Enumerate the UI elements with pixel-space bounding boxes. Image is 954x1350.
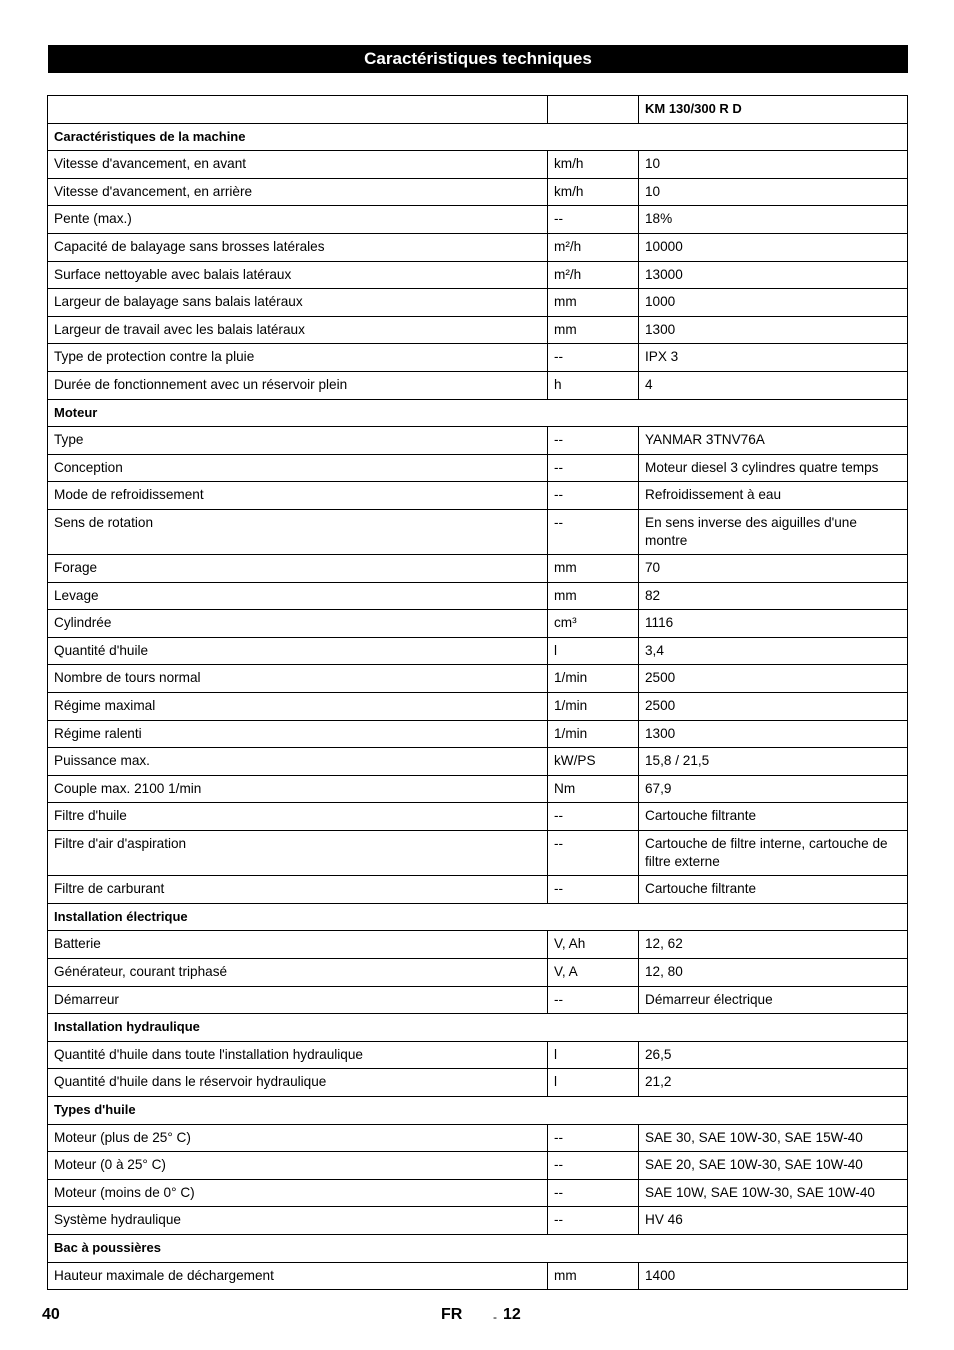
cell-unit: V, A xyxy=(548,959,639,987)
cell-unit: -- xyxy=(548,803,639,831)
section-header-row xyxy=(48,1234,908,1262)
table-row xyxy=(48,1179,908,1207)
cell-value: 1300 xyxy=(639,720,908,748)
cell-label: Quantité d'huile dans toute l'installation hydraulique xyxy=(48,1041,548,1069)
cell-label: Type xyxy=(48,427,548,455)
cell-value: 13000 xyxy=(639,261,908,289)
cell-label: Quantité d'huile dans le réservoir hydraulique xyxy=(48,1069,548,1097)
table-row xyxy=(48,1069,908,1097)
cell-label: Régime ralenti xyxy=(48,720,548,748)
cell-unit: V, Ah xyxy=(548,931,639,959)
table-row xyxy=(48,454,908,482)
cell-value: 10000 xyxy=(639,233,908,261)
cell-unit: m²/h xyxy=(548,261,639,289)
cell-unit: mm xyxy=(548,555,639,583)
section-header-row xyxy=(48,1096,908,1124)
table-row xyxy=(48,986,908,1014)
cell-value: SAE 30, SAE 10W-30, SAE 15W-40 xyxy=(639,1124,908,1152)
cell-label: Hauteur maximale de déchargement xyxy=(48,1262,548,1290)
cell-unit: 1/min xyxy=(548,665,639,693)
section-header-row xyxy=(48,1014,908,1042)
cell-value: 67,9 xyxy=(639,775,908,803)
table-row xyxy=(48,876,908,904)
cell-unit: l xyxy=(548,1069,639,1097)
cell-value: HV 46 xyxy=(639,1207,908,1235)
table-row xyxy=(48,637,908,665)
cell-unit: mm xyxy=(548,582,639,610)
cell-label: Moteur (0 à 25° C) xyxy=(48,1152,548,1180)
cell-label: Vitesse d'avancement, en avant xyxy=(48,151,548,179)
table-row xyxy=(48,555,908,583)
cell-unit: -- xyxy=(548,986,639,1014)
cell-value: 1400 xyxy=(639,1262,908,1290)
table-row xyxy=(48,1207,908,1235)
cell-value: 2500 xyxy=(639,665,908,693)
cell-value: 18% xyxy=(639,206,908,234)
cell-label: Puissance max. xyxy=(48,748,548,776)
cell-value: 1300 xyxy=(639,316,908,344)
cell-label: Conception xyxy=(48,454,548,482)
cell-unit: -- xyxy=(548,427,639,455)
cell-label: Régime maximal xyxy=(48,693,548,721)
section-title: Types d'huile xyxy=(48,1096,908,1124)
cell-unit: -- xyxy=(548,1207,639,1235)
cell-value: En sens inverse des aiguilles d'une montre xyxy=(639,509,908,554)
cell-unit: m²/h xyxy=(548,233,639,261)
cell-label: Largeur de balayage sans balais latéraux xyxy=(48,289,548,317)
cell-unit: cm³ xyxy=(548,610,639,638)
section-title: Moteur xyxy=(48,399,908,427)
table-row xyxy=(48,482,908,510)
table-row xyxy=(48,1262,908,1290)
cell-label: Largeur de travail avec les balais latéraux xyxy=(48,316,548,344)
cell-label: Pente (max.) xyxy=(48,206,548,234)
cell-value: Cartouche filtrante xyxy=(639,803,908,831)
section-header-row xyxy=(48,399,908,427)
cell-unit: -- xyxy=(548,482,639,510)
cell-unit: -- xyxy=(548,876,639,904)
cell-label: Sens de rotation xyxy=(48,509,548,554)
table-row xyxy=(48,509,908,554)
cell-value: 70 xyxy=(639,555,908,583)
cell-label: Filtre de carburant xyxy=(48,876,548,904)
cell-unit: -- xyxy=(548,454,639,482)
cell-label: Levage xyxy=(48,582,548,610)
cell-label: Durée de fonctionnement avec un réservoir plein xyxy=(48,371,548,399)
table-row xyxy=(48,693,908,721)
cell-label: Capacité de balayage sans brosses latérales xyxy=(48,233,548,261)
cell-unit: -- xyxy=(548,1179,639,1207)
cell-label: Batterie xyxy=(48,931,548,959)
cell-unit: -- xyxy=(548,831,639,876)
cell-label: Vitesse d'avancement, en arrière xyxy=(48,178,548,206)
cell-unit: kW/PS xyxy=(548,748,639,776)
cell-value: 15,8 / 21,5 xyxy=(639,748,908,776)
table-row xyxy=(48,316,908,344)
cell-label: Moteur (plus de 25° C) xyxy=(48,1124,548,1152)
cell-value: 12, 80 xyxy=(639,959,908,987)
cell-label: Filtre d'air d'aspiration xyxy=(48,831,548,876)
table-row xyxy=(48,427,908,455)
cell-unit: km/h xyxy=(548,178,639,206)
cell-value: Refroidissement à eau xyxy=(639,482,908,510)
cell-unit: mm xyxy=(548,1262,639,1290)
table-row xyxy=(48,931,908,959)
table-row xyxy=(48,582,908,610)
footer-dash: - xyxy=(493,1310,497,1324)
table-row xyxy=(48,233,908,261)
cell-label: Forage xyxy=(48,555,548,583)
cell-value: YANMAR 3TNV76A xyxy=(639,427,908,455)
table-row xyxy=(48,610,908,638)
table-row xyxy=(48,665,908,693)
page-title: Caractéristiques techniques xyxy=(48,45,908,73)
cell-unit: h xyxy=(548,371,639,399)
cell-value: Cartouche de filtre interne, cartouche de filtre externe xyxy=(639,831,908,876)
table-row xyxy=(48,831,908,876)
cell-value: Démarreur électrique xyxy=(639,986,908,1014)
section-title: Installation hydraulique xyxy=(48,1014,908,1042)
cell-label: Couple max. 2100 1/min xyxy=(48,775,548,803)
table-row xyxy=(48,1124,908,1152)
section-header-row xyxy=(48,903,908,931)
cell-value: Moteur diesel 3 cylindres quatre temps xyxy=(639,454,908,482)
table-row xyxy=(48,720,908,748)
header-cell-model: KM 130/300 R D xyxy=(639,96,908,124)
cell-unit: l xyxy=(548,637,639,665)
cell-value: SAE 20, SAE 10W-30, SAE 10W-40 xyxy=(639,1152,908,1180)
cell-unit: km/h xyxy=(548,151,639,179)
cell-value: 4 xyxy=(639,371,908,399)
cell-label: Filtre d'huile xyxy=(48,803,548,831)
cell-value: 21,2 xyxy=(639,1069,908,1097)
cell-label: Mode de refroidissement xyxy=(48,482,548,510)
cell-value: 2500 xyxy=(639,693,908,721)
table-row xyxy=(48,178,908,206)
cell-unit: 1/min xyxy=(548,693,639,721)
cell-unit: l xyxy=(548,1041,639,1069)
cell-label: Système hydraulique xyxy=(48,1207,548,1235)
cell-label: Générateur, courant triphasé xyxy=(48,959,548,987)
cell-unit: mm xyxy=(548,289,639,317)
table-row xyxy=(48,371,908,399)
cell-unit: -- xyxy=(548,344,639,372)
section-title: Bac à poussières xyxy=(48,1234,908,1262)
cell-label: Surface nettoyable avec balais latéraux xyxy=(48,261,548,289)
table-row xyxy=(48,289,908,317)
cell-value: 3,4 xyxy=(639,637,908,665)
cell-value: 1116 xyxy=(639,610,908,638)
cell-unit: Nm xyxy=(548,775,639,803)
section-title: Caractéristiques de la machine xyxy=(48,123,908,151)
cell-label: Nombre de tours normal xyxy=(48,665,548,693)
cell-value: 12, 62 xyxy=(639,931,908,959)
table-row xyxy=(48,344,908,372)
table-row xyxy=(48,748,908,776)
cell-label: Cylindrée xyxy=(48,610,548,638)
table-row xyxy=(48,151,908,179)
cell-unit: -- xyxy=(548,1152,639,1180)
cell-unit: 1/min xyxy=(548,720,639,748)
cell-value: 82 xyxy=(639,582,908,610)
spec-table xyxy=(47,95,908,1290)
section-title: Installation électrique xyxy=(48,903,908,931)
cell-value: 26,5 xyxy=(639,1041,908,1069)
cell-unit: -- xyxy=(548,206,639,234)
cell-unit: mm xyxy=(548,316,639,344)
page-number: 40 xyxy=(42,1306,60,1323)
cell-label: Quantité d'huile xyxy=(48,637,548,665)
cell-value: 10 xyxy=(639,178,908,206)
table-row xyxy=(48,261,908,289)
cell-value: 10 xyxy=(639,151,908,179)
cell-label: Démarreur xyxy=(48,986,548,1014)
table-row xyxy=(48,803,908,831)
cell-unit: -- xyxy=(548,509,639,554)
table-row xyxy=(48,1041,908,1069)
cell-label: Type de protection contre la pluie xyxy=(48,344,548,372)
section-page-number: 12 xyxy=(503,1306,521,1323)
cell-value: IPX 3 xyxy=(639,344,908,372)
section-header-row xyxy=(48,123,908,151)
cell-unit: -- xyxy=(548,1124,639,1152)
table-row xyxy=(48,959,908,987)
cell-value: 1000 xyxy=(639,289,908,317)
table-row xyxy=(48,206,908,234)
table-row xyxy=(48,775,908,803)
header-cell-unit xyxy=(548,96,639,124)
table-header-row xyxy=(48,96,908,124)
table-row xyxy=(48,1152,908,1180)
language-code: FR xyxy=(441,1306,463,1323)
header-cell-label xyxy=(48,96,548,124)
cell-value: SAE 10W, SAE 10W-30, SAE 10W-40 xyxy=(639,1179,908,1207)
cell-value: Cartouche filtrante xyxy=(639,876,908,904)
cell-label: Moteur (moins de 0° C) xyxy=(48,1179,548,1207)
